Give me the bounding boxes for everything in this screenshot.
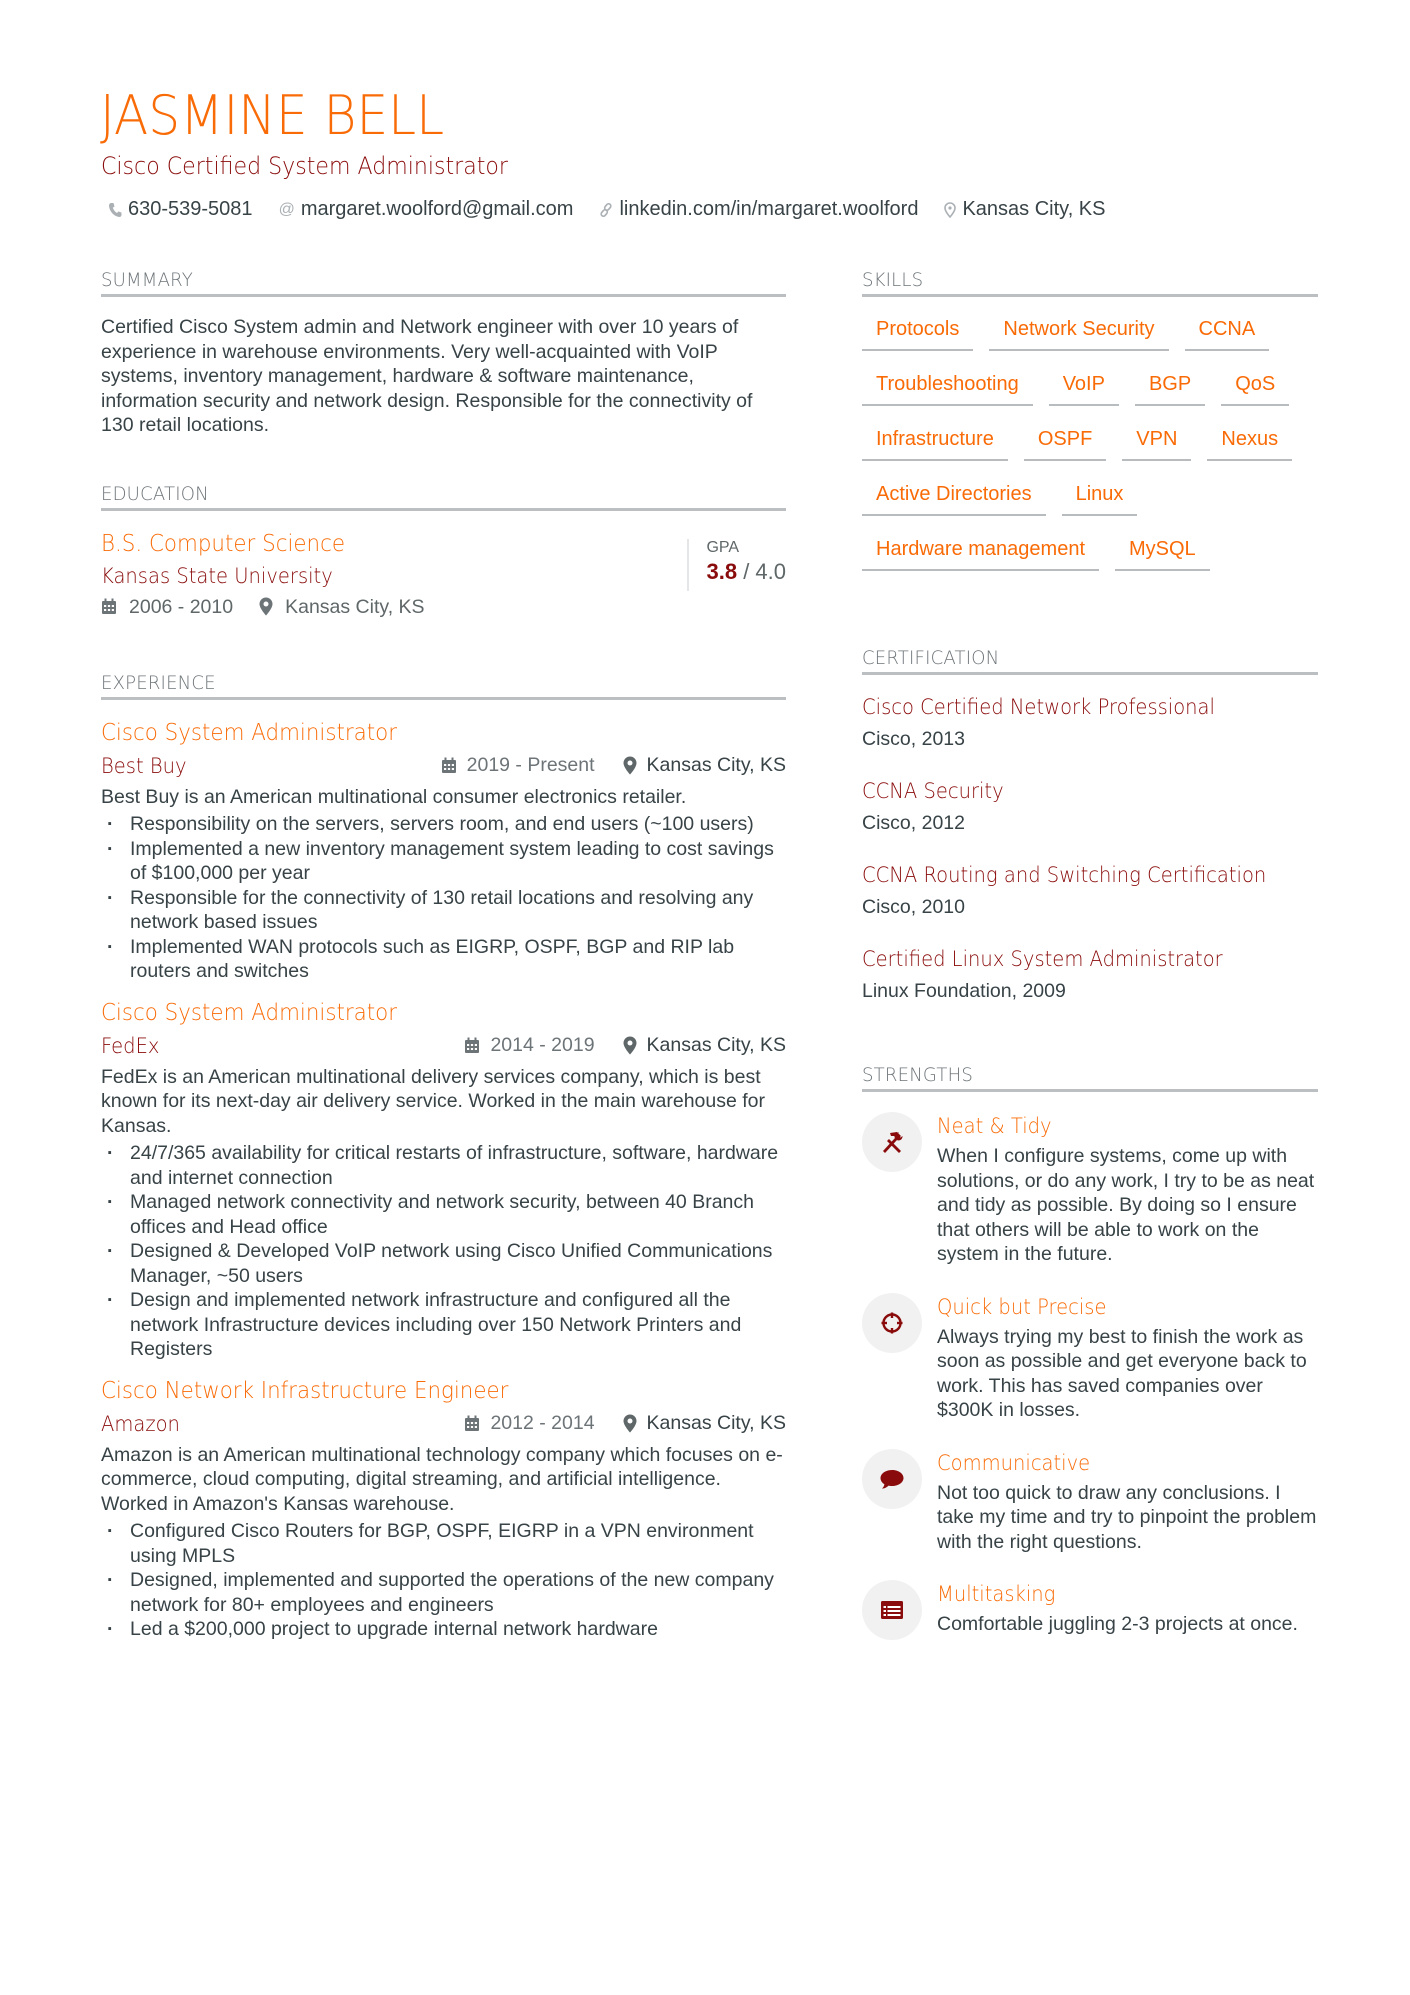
job-entry <box>101 998 786 1362</box>
skill-list <box>862 315 1332 590</box>
candidate-title: Cisco Certified System Administrator <box>101 152 508 180</box>
strength-list <box>862 1112 1318 1640</box>
skill-tag: VPN <box>1122 425 1191 461</box>
location-text: Kansas City, KS <box>646 1034 786 1056</box>
dates-text: 2014 - 2019 <box>490 1034 595 1056</box>
degree: B.S. Computer Science <box>101 530 346 557</box>
crosshairs-icon <box>862 1293 922 1353</box>
dates-text: 2006 - 2010 <box>129 595 234 618</box>
education-location <box>259 593 424 621</box>
contact-bar <box>108 198 1132 221</box>
job-meta <box>464 1034 786 1057</box>
gpa-max: / 4.0 <box>743 558 786 584</box>
job-bullet: · Configured Cisco Routers for BGP, OSPF, EIGRP in a VPN environment using MPLS <box>101 1519 786 1568</box>
skill-tag: BGP <box>1135 370 1205 406</box>
linkedin-text: linkedin.com/in/margaret.woolford <box>619 198 919 220</box>
dates-text: 2012 - 2014 <box>490 1412 595 1434</box>
job-dates <box>464 1034 594 1057</box>
contact-linkedin[interactable] <box>599 198 918 221</box>
job-bullet: · Implemented WAN protocols such as EIGRP, OSPF, BGP and RIP lab routers and switches <box>101 935 786 984</box>
contact-location <box>944 198 1105 221</box>
phone-icon <box>108 202 122 218</box>
education-heading: EDUCATION <box>101 482 209 505</box>
strength-item <box>862 1293 1318 1423</box>
phone-text: 630-539-5081 <box>128 198 253 220</box>
strength-item <box>862 1112 1318 1267</box>
at-icon: @ <box>278 200 295 218</box>
right-column <box>862 268 1318 1640</box>
skill-tag: OSPF <box>1024 425 1106 461</box>
gpa-score: 3.8 <box>706 558 738 584</box>
strength-body <box>937 1293 1318 1423</box>
candidate-name: JASMINE BELL <box>100 84 445 147</box>
job-bullet: · Managed network connectivity and network security, between 40 Branch offices and Head office <box>101 1190 786 1239</box>
job-dates <box>441 754 595 777</box>
location-pin-icon <box>623 1414 637 1433</box>
strength-description: Always trying my best to finish the work as soon as possible and get everyone back to work. This has saved companies over $300K in losses. <box>937 1325 1307 1421</box>
job-bullet: · 24/7/365 availability for critical restarts of infrastructure, software, hardware and internet connection <box>101 1141 786 1190</box>
job-location <box>623 754 786 777</box>
skill-tag: MySQL <box>1115 535 1210 571</box>
section-divider <box>101 697 786 700</box>
education-meta <box>101 593 786 621</box>
strength-title: Multitasking <box>937 1582 1056 1606</box>
location-pin-icon <box>259 597 273 616</box>
job-location <box>623 1034 786 1057</box>
location-text: Kansas City, KS <box>646 1412 786 1434</box>
speech-bubble-icon <box>862 1449 922 1509</box>
section-divider <box>862 1089 1318 1092</box>
job-role: Cisco System Administrator <box>101 719 398 746</box>
job-bullets <box>101 1519 786 1642</box>
company-name: Amazon <box>101 1411 180 1436</box>
location-text: Kansas City, KS <box>962 198 1106 220</box>
certification-section <box>862 646 1318 1005</box>
skill-tag: Linux <box>1062 480 1138 516</box>
link-icon <box>599 202 613 218</box>
gpa-label: GPA <box>706 538 740 556</box>
strength-description: Comfortable juggling 2-3 projects at once. <box>937 1613 1298 1635</box>
strength-body <box>937 1449 1318 1555</box>
certification-issuer: Cisco, 2010 <box>862 896 965 918</box>
skill-tag: Infrastructure <box>862 425 1008 461</box>
skill-tag: Troubleshooting <box>862 370 1033 406</box>
summary-section <box>101 268 786 438</box>
job-role: Cisco System Administrator <box>101 999 398 1026</box>
calendar-icon <box>101 598 117 615</box>
skill-tag: Nexus <box>1207 425 1292 461</box>
strength-body <box>937 1112 1318 1267</box>
job-location <box>623 1412 786 1435</box>
school-name: Kansas State University <box>101 563 333 588</box>
job-bullets <box>101 1141 786 1362</box>
job-bullet: · Implemented a new inventory management system leading to cost savings of $100,000 per year <box>101 837 786 886</box>
experience-heading: EXPERIENCE <box>101 671 216 694</box>
job-bullet: · Led a $200,000 project to upgrade internal network hardware <box>101 1617 786 1642</box>
job-company-line <box>101 1031 786 1061</box>
summary-text: Certified Cisco System admin and Network engineer with over 10 years of experience in warehouse environments. Very well-acquainted with VoIP systems, inventory management, hardware & software maintenance, information security and network design. Responsible for the connectivity of 130 retail locations. <box>101 316 753 436</box>
hammer-wrench-icon <box>862 1112 922 1172</box>
location-text: Kansas City, KS <box>646 754 786 776</box>
strengths-section <box>862 1063 1318 1640</box>
job-dates <box>464 1412 594 1435</box>
email-text: margaret.woolford@gmail.com <box>300 198 574 220</box>
skills-heading: SKILLS <box>862 269 924 291</box>
job-bullet: · Designed, implemented and supported the operations of the new company network for 80+ employees and engineers <box>101 1568 786 1617</box>
skill-tag: Active Directories <box>862 480 1046 516</box>
job-company-line <box>101 751 786 781</box>
location-pin-icon <box>623 1036 637 1055</box>
dates-text: 2019 - Present <box>466 754 595 776</box>
skill-tag: Protocols <box>862 315 973 351</box>
gpa-block <box>687 539 786 591</box>
list-window-icon <box>862 1580 922 1640</box>
strengths-heading: STRENGTHS <box>862 1064 974 1086</box>
job-description: Best Buy is an American multinational consumer electronics retailer. <box>101 785 687 808</box>
skill-tag: Hardware management <box>862 535 1099 571</box>
skill-tag: QoS <box>1221 370 1289 406</box>
calendar-icon <box>464 1415 480 1432</box>
location-pin-icon <box>623 756 637 775</box>
job-bullet: · Designed & Developed VoIP network using Cisco Unified Communications Manager, ~50 users <box>101 1239 786 1288</box>
experience-section <box>101 671 786 1642</box>
summary-heading: SUMMARY <box>101 269 193 291</box>
certification-issuer: Cisco, 2013 <box>862 728 965 750</box>
job-bullets <box>101 812 786 984</box>
strength-item <box>862 1580 1318 1640</box>
certification-name: Cisco Certified Network Professional <box>862 695 1215 719</box>
education-item <box>101 529 786 629</box>
certification-item <box>862 693 1318 753</box>
job-bullet: · Responsible for the connectivity of 130 retail locations and resolving any network based issues <box>101 886 786 935</box>
contact-phone[interactable] <box>108 198 253 221</box>
company-name: FedEx <box>101 1033 160 1058</box>
job-description: FedEx is an American multinational delivery services company, which is best known for its next-day air delivery service. Worked in the main warehouse for Kansas. <box>101 1065 766 1137</box>
certification-issuer: Cisco, 2012 <box>862 812 965 834</box>
section-divider <box>862 294 1318 297</box>
job-meta <box>464 1412 786 1435</box>
section-divider <box>862 672 1318 675</box>
certification-heading: CERTIFICATION <box>862 647 1000 669</box>
certification-item <box>862 945 1318 1005</box>
certification-item <box>862 777 1318 837</box>
strength-description: Not too quick to draw any conclusions. I take my time and try to pinpoint the problem with the right questions. <box>937 1481 1317 1553</box>
strength-item <box>862 1449 1318 1555</box>
job-entry <box>101 718 786 984</box>
calendar-icon <box>464 1037 480 1054</box>
location-text: Kansas City, KS <box>285 595 425 618</box>
skills-section <box>862 268 1318 590</box>
certification-item <box>862 861 1318 921</box>
skill-tag: Network Security <box>989 315 1168 351</box>
certification-list <box>862 693 1318 1005</box>
job-bullet: · Design and implemented network infrastructure and configured all the network Infrastructure devices including over 150 Network Printers and Registers <box>101 1288 786 1362</box>
certification-name: CCNA Routing and Switching Certification <box>862 863 1267 887</box>
job-entry <box>101 1376 786 1642</box>
job-description: Amazon is an American multinational technology company which focuses on e-commerce, cloud computing, digital streaming, and artificial intelligence. Worked in Amazon's Kansas warehouse. <box>101 1443 783 1515</box>
contact-email[interactable] <box>279 198 574 221</box>
certification-issuer: Linux Foundation, 2009 <box>862 980 1066 1002</box>
job-meta <box>441 754 786 777</box>
education-section <box>101 482 786 629</box>
gpa-value <box>706 557 786 587</box>
strength-title: Neat & Tidy <box>937 1114 1052 1138</box>
education-dates <box>101 593 233 621</box>
strength-title: Communicative <box>937 1450 1091 1475</box>
job-role: Cisco Network Infrastructure Engineer <box>101 1377 509 1404</box>
section-divider <box>101 294 786 297</box>
skill-tag: CCNA <box>1185 315 1270 351</box>
strength-body <box>937 1580 1318 1640</box>
left-column <box>101 268 786 1642</box>
calendar-icon <box>441 757 457 774</box>
job-bullet: · Responsibility on the servers, servers room, and end users (~100 users) <box>101 812 786 837</box>
certification-name: CCNA Security <box>862 779 1004 803</box>
strength-title: Quick but Precise <box>937 1294 1107 1319</box>
job-list <box>101 718 786 1642</box>
skill-tag: VoIP <box>1049 370 1119 406</box>
location-pin-icon <box>944 202 956 218</box>
section-divider <box>101 508 786 511</box>
company-name: Best Buy <box>101 753 187 778</box>
certification-name: Certified Linux System Administrator <box>862 947 1223 971</box>
strength-description: When I configure systems, come up with solutions, or do any work, I try to be as neat and tidy as possible. By doing so I ensure that others will be able to work on the system in the future. <box>937 1145 1315 1265</box>
job-company-line <box>101 1409 786 1439</box>
